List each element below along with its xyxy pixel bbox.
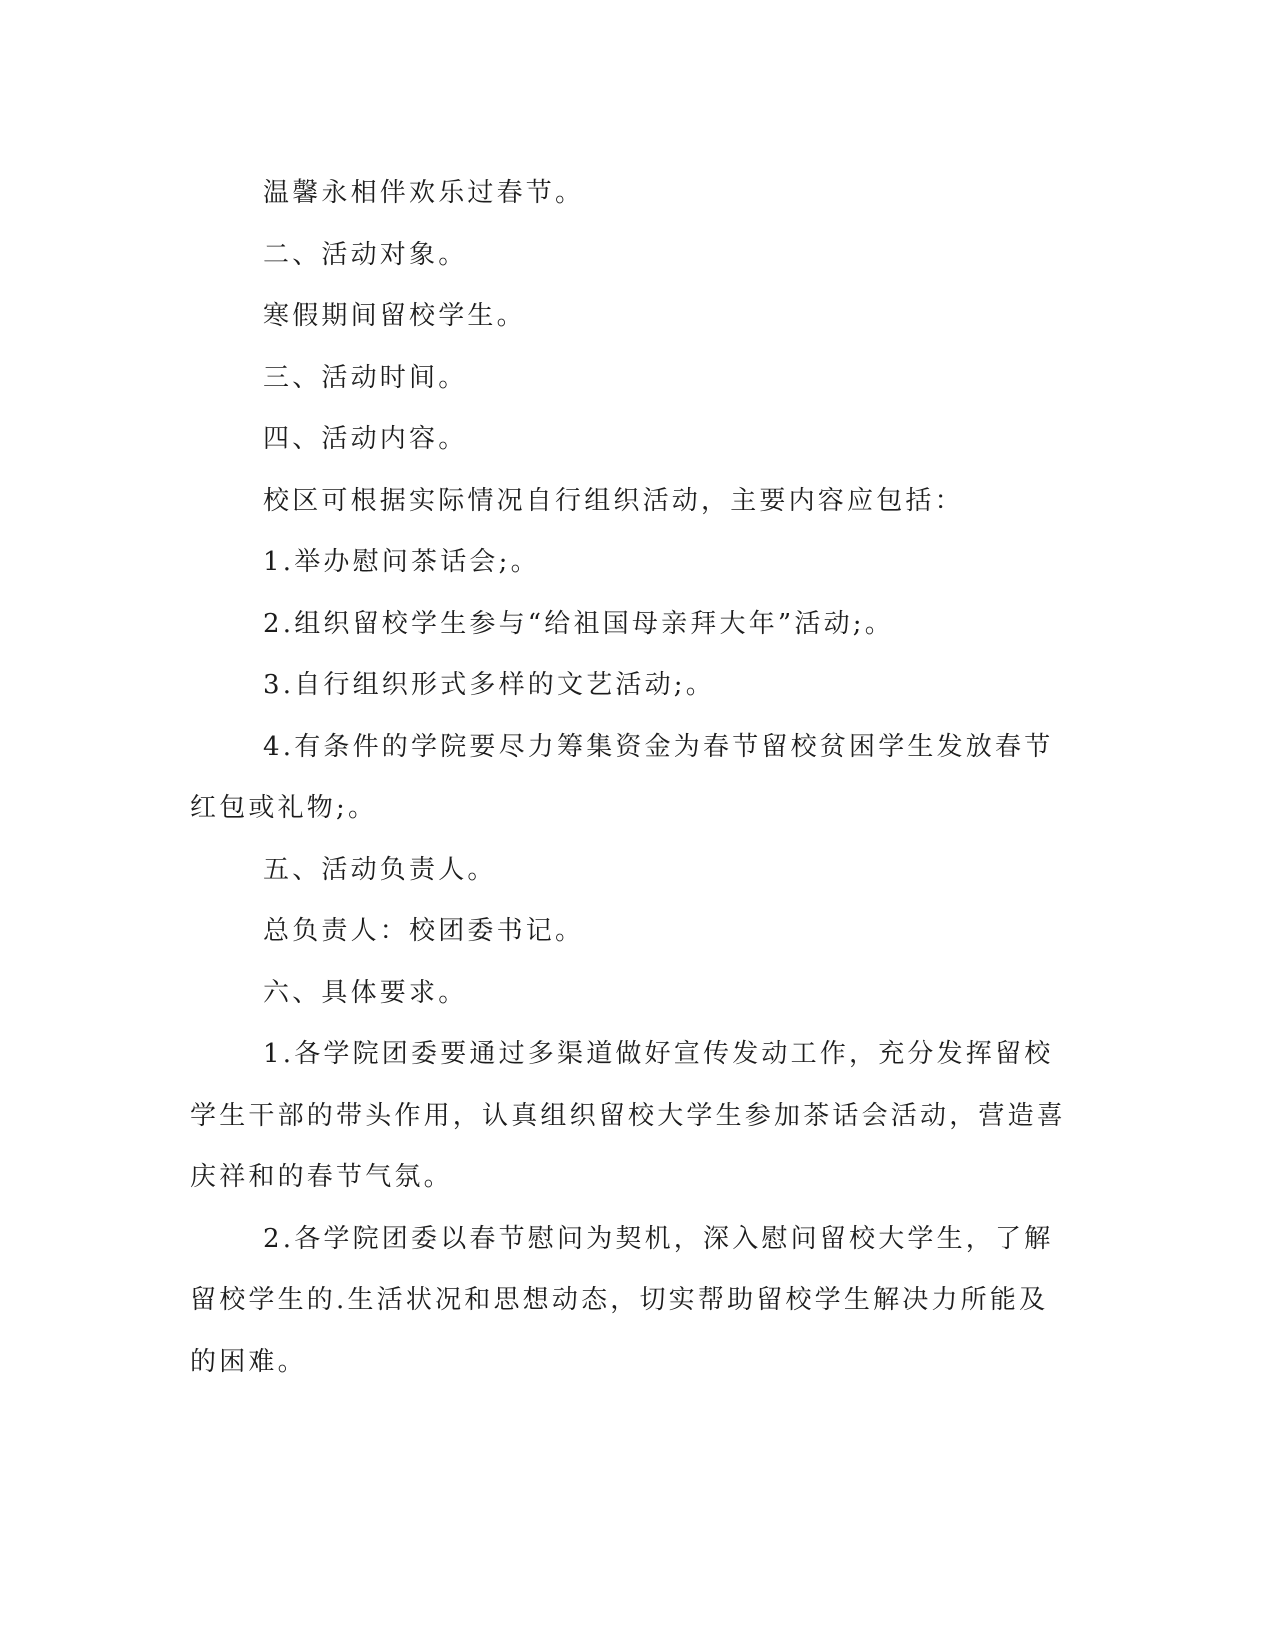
section-heading: 六、具体要求。 [263, 977, 468, 1008]
paragraph: 寒假期间留校学生。 [263, 301, 526, 331]
paragraph: 温馨永相伴欢乐过春节。 [263, 178, 585, 208]
list-item: 1.举办慰问茶话会;。 [263, 547, 540, 577]
list-item: 2.组织留校学生参与“给祖国母亲拜大年”活动;。 [263, 608, 894, 639]
section-heading: 四、活动内容。 [263, 424, 468, 454]
paragraph: 总负责人：校团委书记。 [263, 916, 585, 946]
paragraph: 校区可根据实际情况自行组织活动，主要内容应包括： [263, 485, 964, 516]
list-item: 2.各学院团委以春节慰问为契机，深入慰问留校大学生，了解留校学生的.生活状况和思想动态，切实帮助留校学生解决力所能及的困难。 [190, 1223, 1054, 1377]
section-heading: 五、活动负责人。 [263, 854, 497, 885]
list-item: 4.有条件的学院要尽力筹集资金为春节留校贫困学生发放春节红包或礼物;。 [190, 731, 1054, 823]
section-heading: 二、活动对象。 [263, 239, 468, 270]
document-body [190, 163, 1070, 1393]
list-item: 1.各学院团委要通过多渠道做好宣传发动工作，充分发挥留校学生干部的带头作用，认真组织留校大学生参加茶话会活动，营造喜庆祥和的春节气氛。 [190, 1039, 1067, 1192]
list-item: 3.自行组织形式多样的文艺活动;。 [263, 670, 715, 700]
section-heading: 三、活动时间。 [263, 362, 468, 393]
